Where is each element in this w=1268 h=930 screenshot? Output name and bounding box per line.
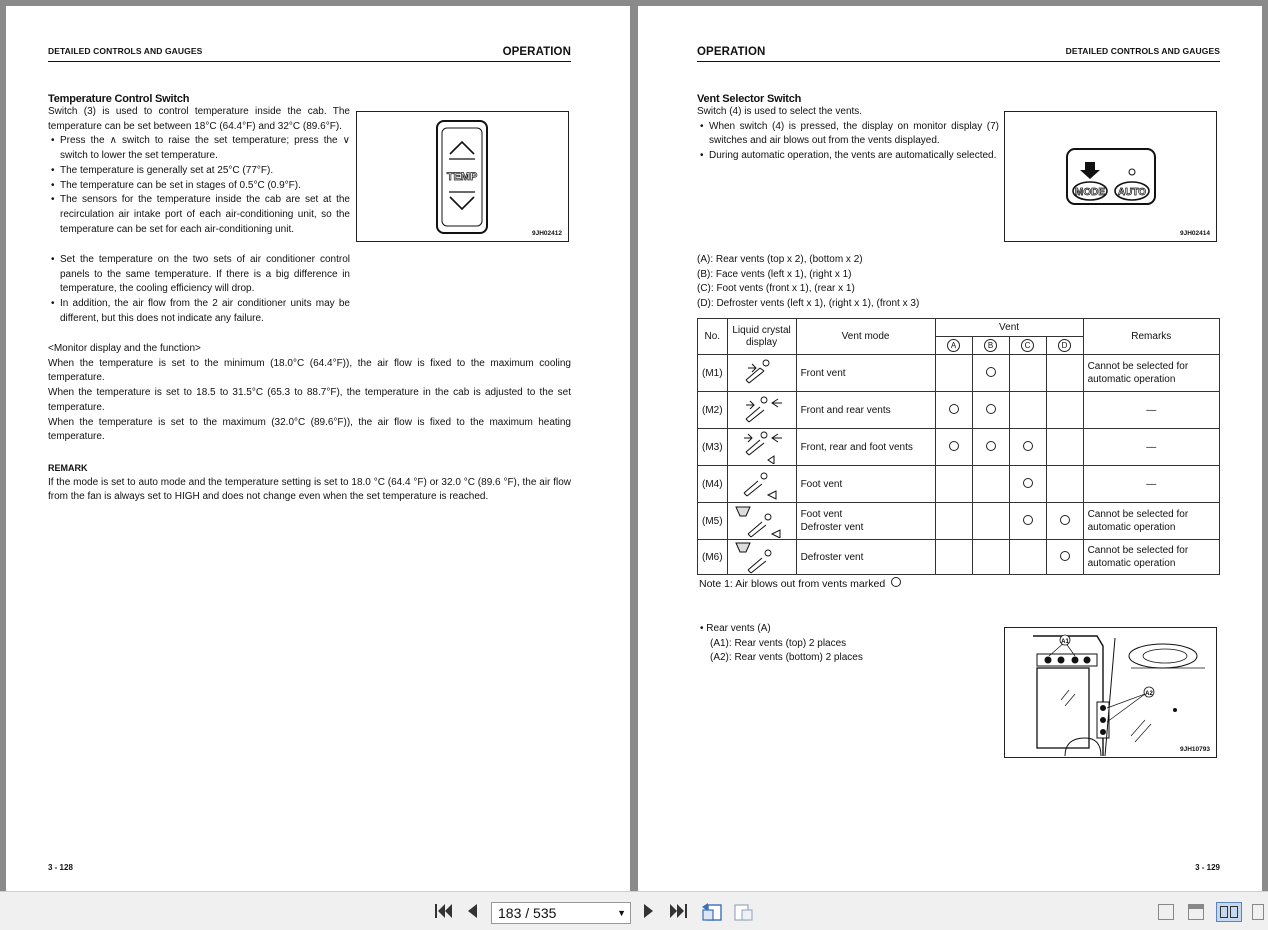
bullet-item — [48, 179, 350, 194]
vent-cell — [972, 355, 1009, 392]
rear-vents-heading — [700, 622, 960, 637]
table-row — [698, 503, 1220, 540]
vent-active-circle-icon — [949, 404, 959, 414]
vent-cell — [1009, 466, 1046, 503]
bullet-item — [48, 253, 350, 297]
header-right: OPERATION — [502, 46, 571, 58]
section-body — [48, 105, 350, 237]
monitor-section — [48, 342, 571, 445]
vent-legend-item: (A): Rear vents (top x 2), (bottom x 2) — [697, 254, 863, 265]
bullet-icon: • — [51, 254, 55, 265]
temp-switch-figure — [356, 111, 569, 242]
header-rule — [697, 61, 1220, 62]
remarks: Cannot be selected for automatic operation — [1083, 540, 1219, 575]
rear-vents-item: (A1): Rear vents (top) 2 places — [710, 637, 847, 649]
vent-letter-header — [935, 337, 972, 355]
vent-cell — [935, 429, 972, 466]
bullet-text: Press the ∧ switch to raise the set temperature; press the ∨ switch to lower the set temperature. — [60, 135, 350, 162]
mode-label: MODE — [1075, 187, 1105, 198]
a2-label: A2 — [1145, 691, 1153, 697]
bullet-text: When switch (4) is pressed, the display on monitor display (7) switches and air blows out from the vents displayed. — [709, 120, 999, 147]
cab-figure — [1004, 627, 1217, 758]
vent-cell — [972, 466, 1009, 503]
history-back-button[interactable] — [700, 902, 724, 920]
vent-cell — [935, 392, 972, 429]
vent-switch-figure — [1004, 111, 1217, 242]
bullet-item — [48, 297, 350, 326]
two-page-view-icon[interactable] — [1216, 902, 1242, 922]
auto-label: AUTO — [1117, 187, 1147, 198]
table-row — [698, 466, 1220, 503]
row-number: (M6) — [698, 540, 728, 575]
temp-switch-illustration — [357, 112, 568, 241]
vent-mode — [796, 355, 935, 392]
bullet-icon: • — [700, 150, 704, 162]
vent-cell — [972, 540, 1009, 575]
bullet-icon: • — [51, 179, 55, 191]
section-body — [697, 105, 999, 164]
bullet-text: In addition, the air flow from the 2 air conditioner units may be different, but this does not indicate any failure. — [60, 298, 350, 324]
vent-cell — [1009, 392, 1046, 429]
left-page — [6, 6, 630, 891]
remarks: Cannot be selected for automatic operation — [1083, 503, 1219, 540]
col-no: No. — [698, 319, 728, 355]
vent-legend-item: (C): Foot vents (front x 1), (rear x 1) — [697, 283, 855, 295]
bullet-item — [697, 120, 999, 149]
remarks: — — [1083, 392, 1219, 429]
vent-letter-header — [1009, 337, 1046, 355]
bullet-text: During automatic operation, the vents are automatically selected. — [709, 150, 997, 162]
next-page-button[interactable] — [640, 902, 658, 920]
two-page-continuous-view-icon[interactable] — [1252, 904, 1264, 920]
intro-text: Switch (3) is used to control temperature inside the cab. The temperature can be set between 18°C (64.4°F) and 32°C (89.6°F). — [48, 106, 350, 132]
row-number: (M5) — [698, 503, 728, 540]
last-page-button[interactable] — [668, 902, 690, 920]
vent-cell — [1009, 540, 1046, 575]
right-page — [638, 6, 1262, 891]
rear-vents-item: (A2): Rear vents (bottom) 2 places — [710, 652, 863, 664]
vent-switch-illustration — [1005, 112, 1216, 241]
cab-illustration — [1005, 628, 1216, 757]
vent-mode-text: Front and rear vents — [800, 404, 891, 416]
vent-mode-text-2: Defroster vent — [800, 522, 864, 533]
prev-page-button[interactable] — [463, 902, 481, 920]
vent-cell — [935, 503, 972, 540]
figure-label: 9JH10793 — [1180, 746, 1210, 753]
table-row — [698, 392, 1220, 429]
vent-mode-display-icon — [727, 392, 796, 429]
next-page-icon — [640, 902, 658, 920]
vent-mode-text: Foot vent — [800, 478, 843, 490]
vent-mode — [796, 503, 935, 540]
vent-cell — [1046, 392, 1083, 429]
vent-mode-text: Front vent — [800, 367, 846, 379]
header-left: DETAILED CONTROLS AND GAUGES — [48, 46, 203, 56]
vent-mode-display-icon — [727, 540, 796, 575]
remarks: — — [1083, 429, 1219, 466]
remark-section — [48, 461, 571, 505]
table-note — [699, 577, 901, 592]
page-indicator[interactable] — [491, 902, 631, 924]
vent-active-circle-icon — [986, 441, 996, 451]
vent-mode-display-icon — [727, 466, 796, 503]
first-page-icon — [432, 902, 454, 920]
prev-page-icon — [463, 902, 481, 920]
bullet-icon: • — [51, 164, 55, 176]
vent-active-circle-icon — [986, 404, 996, 414]
col-display: Liquid crystal display — [727, 319, 796, 355]
bullet-icon: • — [51, 194, 55, 206]
history-forward-icon — [732, 902, 756, 922]
section-title: Vent Selector Switch — [697, 93, 802, 105]
airflow-icon — [734, 356, 790, 390]
row-number: (M1) — [698, 355, 728, 392]
row-number: (M2) — [698, 392, 728, 429]
page-number: 3 - 129 — [1195, 863, 1220, 872]
bullet-icon: • — [700, 120, 704, 132]
remarks: Cannot be selected for automatic operation — [1083, 355, 1219, 392]
table-row — [698, 355, 1220, 392]
vent-cell — [935, 355, 972, 392]
single-page-view-icon[interactable] — [1158, 904, 1174, 920]
vent-cell — [1046, 466, 1083, 503]
remarks: — — [1083, 466, 1219, 503]
airflow-icon — [734, 430, 790, 464]
vent-cell — [972, 503, 1009, 540]
vent-legend — [697, 253, 1097, 312]
vent-active-circle-icon — [986, 367, 996, 377]
first-page-button[interactable] — [432, 902, 454, 920]
temp-label: TEMP — [446, 171, 478, 183]
section-title: Temperature Control Switch — [48, 93, 190, 105]
table-row — [698, 429, 1220, 466]
vent-legend-item: (D): Defroster vents (left x 1), (right x 1), (front x 3) — [697, 298, 920, 310]
monitor-paragraph: When the temperature is set to the maximum (32.0°C (89.6°F)), the air flow is fixed to the maximum heating temperature. — [48, 416, 571, 443]
remark-heading: REMARK — [48, 463, 88, 473]
note-text: Note 1: Air blows out from vents marked — [699, 578, 886, 590]
vent-cell — [935, 466, 972, 503]
bullet-text: The temperature can be set in stages of 0.5°C (0.9°F). — [60, 179, 301, 191]
history-forward-button[interactable] — [732, 902, 756, 920]
vent-letter: D — [1058, 339, 1071, 352]
vent-mode-display-icon — [727, 503, 796, 540]
bullet-list-2 — [48, 253, 350, 327]
col-mode: Vent mode — [796, 319, 935, 355]
vent-cell — [972, 392, 1009, 429]
bullet-item — [48, 164, 350, 179]
col-vent: Vent — [935, 319, 1083, 337]
airflow-icon — [734, 467, 790, 501]
continuous-view-icon[interactable] — [1188, 904, 1204, 920]
airflow-icon — [734, 504, 790, 538]
monitor-paragraph: When the temperature is set to 18.5 to 31.5°C (65.3 to 88.7°F), the temperature in the cab is adjusted to the set temperature. — [48, 387, 571, 413]
row-number: (M4) — [698, 466, 728, 503]
row-number: (M3) — [698, 429, 728, 466]
airflow-icon — [734, 540, 790, 574]
bullet-list — [48, 134, 350, 237]
vent-active-circle-icon — [1060, 551, 1070, 561]
bullet-item — [48, 134, 350, 163]
header-rule — [48, 61, 571, 62]
intro-text: Switch (4) is used to select the vents. — [697, 106, 863, 117]
col-remarks: Remarks — [1083, 319, 1219, 355]
vent-mode-text: Foot vent — [800, 509, 843, 520]
viewer-toolbar — [0, 891, 1268, 930]
vent-mode-text: Defroster vent — [800, 551, 864, 563]
vent-mode-display-icon — [727, 429, 796, 466]
bullet-text: The sensors for the temperature inside the cab are set at the recirculation air intake port of each air-conditioning unit, so the temperature can be set for each air-conditioning unit. — [60, 194, 350, 235]
vent-mode — [796, 392, 935, 429]
vent-cell — [1009, 429, 1046, 466]
a1-label: A1 — [1061, 639, 1069, 645]
rear-vents-list — [700, 622, 960, 666]
bullet-text: Set the temperature on the two sets of air conditioner control panels to the same temperature. If there is a big difference in temperature, the cooling efficiency will drop. — [60, 254, 350, 295]
vent-legend-item: (B): Face vents (left x 1), (right x 1) — [697, 268, 852, 280]
bullet-item — [697, 149, 999, 164]
vent-letter-header — [972, 337, 1009, 355]
vent-cell — [1009, 355, 1046, 392]
vent-cell — [972, 429, 1009, 466]
bullet-icon: • — [51, 298, 55, 310]
vent-cell — [1046, 429, 1083, 466]
vent-active-circle-icon — [949, 441, 959, 451]
vent-mode — [796, 540, 935, 575]
vent-active-circle-icon — [1060, 515, 1070, 525]
monitor-heading: <Monitor display and the function> — [48, 343, 201, 354]
vent-cell — [1046, 540, 1083, 575]
bullet-icon: • — [700, 623, 707, 634]
bullet-item — [48, 193, 350, 237]
vent-mode-display-icon — [727, 355, 796, 392]
figure-label: 9JH02412 — [532, 230, 562, 237]
monitor-paragraph: When the temperature is set to the minimum (18.0°C (64.4°F)), the air flow is fixed to the maximum cooling temperature. — [48, 357, 571, 384]
vent-active-circle-icon — [1023, 515, 1033, 525]
vent-active-circle-icon — [1023, 478, 1033, 488]
vent-cell — [1046, 503, 1083, 540]
vent-mode — [796, 466, 935, 503]
vent-cell — [1046, 355, 1083, 392]
remark-text: If the mode is set to auto mode and the temperature setting is set to 18.0 °C (64.4 °F) or 32.0 °C (89.6 °F), the air flow from the fan is always set to HIGH and does not change even when the set temperature is reached. — [48, 476, 571, 503]
vent-letter: B — [984, 339, 997, 352]
vent-mode-text: Front, rear and foot vents — [800, 441, 913, 453]
figure-label: 9JH02414 — [1180, 230, 1210, 237]
last-page-icon — [668, 902, 690, 920]
vent-mode-table — [697, 318, 1220, 575]
header-left: OPERATION — [697, 46, 766, 58]
chevron-down-icon: ▼ — [617, 908, 626, 918]
rear-vents-heading-text: Rear vents (A) — [706, 623, 771, 634]
airflow-icon — [734, 393, 790, 427]
page-number: 3 - 128 — [48, 863, 73, 872]
bullet-icon: • — [51, 135, 55, 147]
circle-icon — [891, 577, 901, 587]
bullet-text: The temperature is generally set at 25°C (77°F). — [60, 164, 274, 176]
vent-cell — [1009, 503, 1046, 540]
table-row — [698, 540, 1220, 575]
vent-letter: A — [947, 339, 960, 352]
header-right: DETAILED CONTROLS AND GAUGES — [1065, 46, 1220, 56]
vent-active-circle-icon — [1023, 441, 1033, 451]
vent-letter: C — [1021, 339, 1034, 352]
vent-letter-header — [1046, 337, 1083, 355]
page-indicator-text: 183 / 535 — [498, 905, 557, 921]
vent-mode — [796, 429, 935, 466]
history-back-icon — [700, 902, 724, 922]
vent-cell — [935, 540, 972, 575]
